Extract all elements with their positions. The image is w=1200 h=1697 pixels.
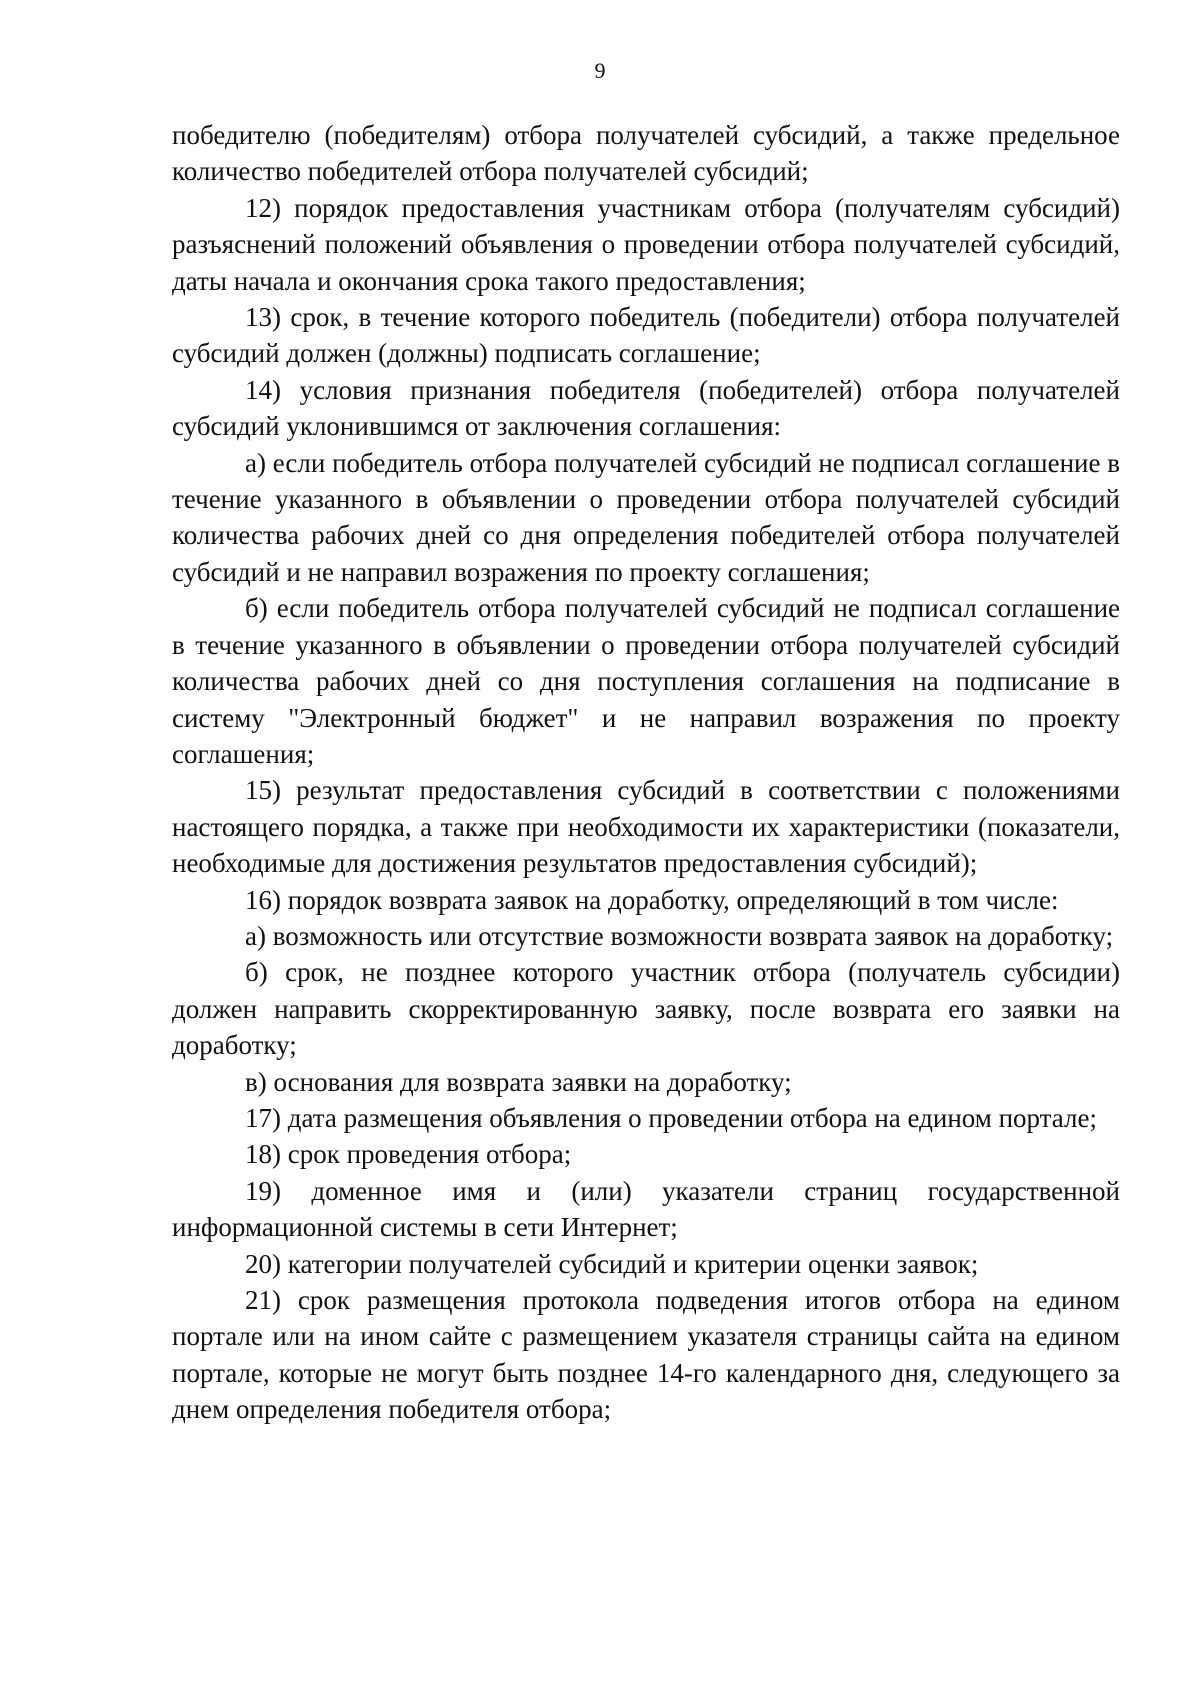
paragraph-item-21: 21) срок размещения протокола подведения итогов отбора на едином портале или на ином сайте с размещением указателя страницы сайта на едином портале, которые не могут быть позднее 14-го календарного дня, следующего за днем определения победителя отбора; — [172, 1285, 1120, 1425]
paragraph-item-16v: в) основания для возврата заявки на доработку; — [245, 1066, 792, 1097]
paragraph-item-14b: б) если победитель отбора получателей субсидий не подписал соглашение в течение указанного в объявлении о проведении отбора получателей субсидий количества рабочих дней со дня поступления соглашения на подписание в систему "Электронный бюджет" и не направил возражения по проекту соглашения; — [172, 593, 1120, 769]
paragraph-item-17: 17) дата размещения объявления о проведении отбора на едином портале; — [245, 1102, 1097, 1133]
paragraph-item-20: 20) категории получателей субсидий и критерии оценки заявок; — [245, 1248, 979, 1279]
page-number: 9 — [594, 58, 606, 83]
paragraph-item-19: 19) доменное имя и (или) указатели страниц государственной информационной системы в сети Интернет; — [172, 1175, 1120, 1243]
paragraph-continuation: победителю (победителям) отбора получателей субсидий, а также предельное количество победителей отбора получателей субсидий; — [172, 120, 1120, 187]
document-body — [172, 117, 1120, 1428]
paragraph-item-12: 12) порядок предоставления участникам отбора (получателям субсидий) разъяснений положений объявления о проведении отбора получателей субсидий, даты начала и окончания срока такого предоставления; — [172, 192, 1120, 296]
paragraph-item-16b: б) срок, не позднее которого участник отбора (получатель субсидии) должен направить скорректированную заявку, после возврата его заявки на доработку; — [172, 957, 1120, 1061]
paragraph-item-18: 18) срок проведения отбора; — [245, 1139, 572, 1170]
paragraph-item-14a: а) если победитель отбора получателей субсидий не подписал соглашение в течение указанного в объявлении о проведении отбора получателей субсидий количества рабочих дней со дня определения победителей отбора получателей субсидий и не направил возражения по проекту соглашения; — [172, 447, 1120, 587]
paragraph-item-14: 14) условия признания победителя (победителей) отбора получателей субсидий уклонившимся от заключения соглашения: — [172, 374, 1120, 442]
paragraph-item-13: 13) срок, в течение которого победитель (победители) отбора получателей субсидий должен (должны) подписать соглашение; — [172, 302, 1120, 369]
paragraph-item-16a: а) возможность или отсутствие возможности возврата заявок на доработку; — [245, 920, 1114, 951]
paragraph-item-16: 16) порядок возврата заявок на доработку, определяющий в том числе: — [245, 884, 1059, 915]
paragraph-item-15: 15) результат предоставления субсидий в соответствии с положениями настоящего порядка, а также при необходимости их характеристики (показатели, необходимые для достижения результатов предоставления субсидий); — [172, 775, 1120, 879]
